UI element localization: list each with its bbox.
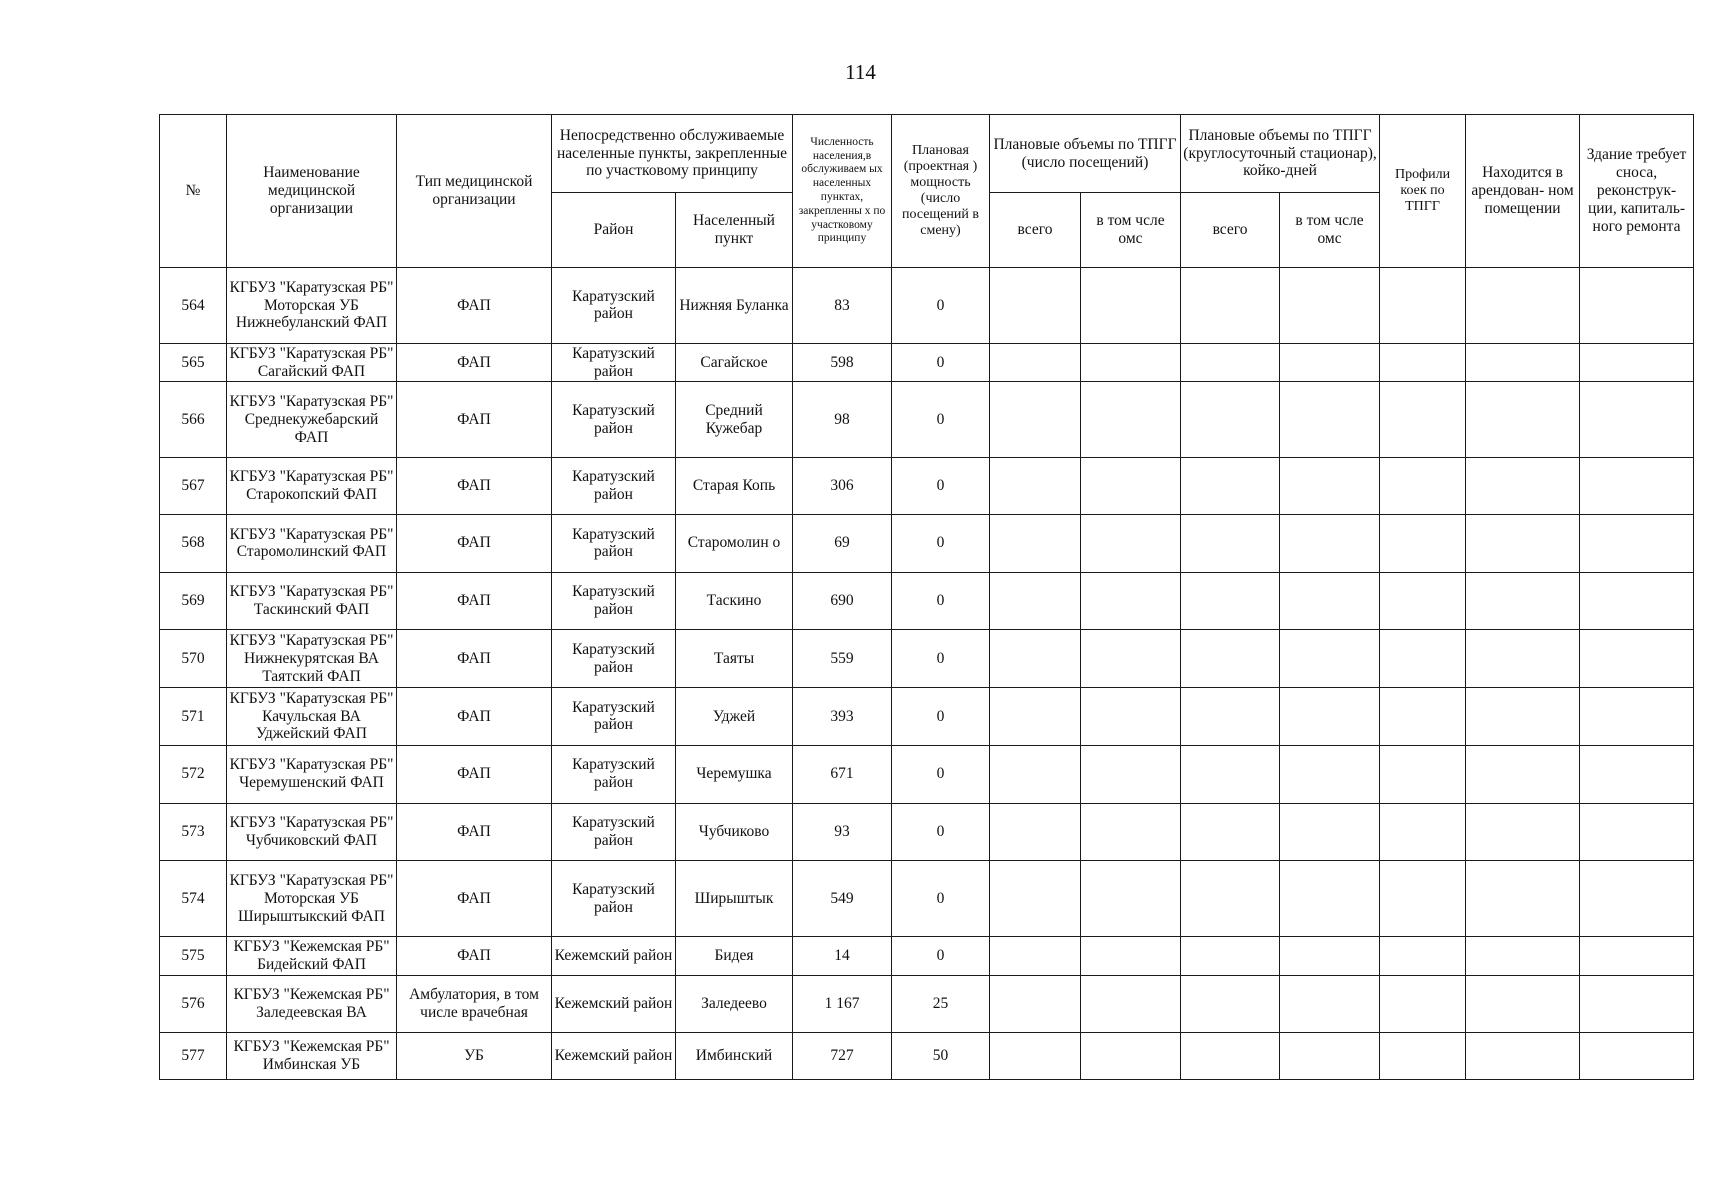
organization-name-cell: КГБУЗ "Каратузская РБ" Среднекужебарский ФАП — [227, 382, 397, 458]
header-visits: Плановые объемы по ТПГГ (число посещений) — [990, 115, 1181, 193]
district-cell: Каратузский район — [552, 745, 676, 803]
inpatient-total-cell — [1181, 803, 1280, 861]
bed-profiles-cell — [1380, 803, 1466, 861]
population-cell: 83 — [793, 268, 892, 344]
visits-oms-cell — [1081, 803, 1181, 861]
table-row — [160, 745, 1694, 803]
rented-cell — [1466, 343, 1580, 381]
district-cell: Кежемский район — [552, 937, 676, 975]
bed-profiles-cell — [1380, 688, 1466, 746]
visits-oms-cell — [1081, 688, 1181, 746]
header-visits-oms: в том чсле омс — [1081, 193, 1181, 268]
organization-type-cell: ФАП — [397, 745, 552, 803]
inpatient-total-cell — [1181, 975, 1280, 1033]
rented-cell — [1466, 688, 1580, 746]
population-cell: 727 — [793, 1033, 892, 1080]
row-number-cell: 564 — [160, 268, 227, 344]
organization-type-cell: ФАП — [397, 382, 552, 458]
settlement-cell: Старомолин о — [676, 515, 793, 573]
planned-capacity-cell: 0 — [892, 515, 990, 573]
bed-profiles-cell — [1380, 268, 1466, 344]
visits-total-cell — [990, 688, 1081, 746]
table-row — [160, 382, 1694, 458]
page-number: 114 — [845, 60, 876, 84]
visits-total-cell — [990, 515, 1081, 573]
planned-capacity-cell: 0 — [892, 803, 990, 861]
demolition-cell — [1580, 803, 1694, 861]
organization-name-cell: КГБУЗ "Каратузская РБ" Старомолинский ФАП — [227, 515, 397, 573]
settlement-cell: Ширыштык — [676, 861, 793, 937]
demolition-cell — [1580, 515, 1694, 573]
visits-oms-cell — [1081, 1033, 1181, 1080]
organization-name-cell: КГБУЗ "Каратузская РБ" Моторская УБ Ширыштыкский ФАП — [227, 861, 397, 937]
settlement-cell: Уджей — [676, 688, 793, 746]
population-cell: 690 — [793, 572, 892, 630]
planned-capacity-cell: 0 — [892, 688, 990, 746]
planned-capacity-cell: 0 — [892, 458, 990, 515]
table-row — [160, 1033, 1694, 1080]
table-row — [160, 458, 1694, 515]
inpatient-oms-cell — [1280, 975, 1380, 1033]
planned-capacity-cell: 0 — [892, 937, 990, 975]
organization-type-cell: ФАП — [397, 515, 552, 573]
bed-profiles-cell — [1380, 975, 1466, 1033]
planned-capacity-cell: 25 — [892, 975, 990, 1033]
visits-oms-cell — [1081, 515, 1181, 573]
organization-name-cell: КГБУЗ "Каратузская РБ" Моторская УБ Нижнебуланский ФАП — [227, 268, 397, 344]
organization-type-cell: Амбулатория, в том числе врачебная — [397, 975, 552, 1033]
header-demolition: Здание требует сноса, реконструк- ции, капиталь- ного ремонта — [1580, 115, 1694, 268]
district-cell: Каратузский район — [552, 688, 676, 746]
settlement-cell: Бидея — [676, 937, 793, 975]
visits-oms-cell — [1081, 630, 1181, 688]
rented-cell — [1466, 975, 1580, 1033]
inpatient-oms-cell — [1280, 343, 1380, 381]
inpatient-oms-cell — [1280, 1033, 1380, 1080]
organization-name-cell: КГБУЗ "Каратузская РБ" Нижнекурятская ВА Таятский ФАП — [227, 630, 397, 688]
inpatient-oms-cell — [1280, 458, 1380, 515]
organization-type-cell: ФАП — [397, 458, 552, 515]
table-row — [160, 803, 1694, 861]
bed-profiles-cell — [1380, 937, 1466, 975]
table-row — [160, 515, 1694, 573]
organization-name-cell: КГБУЗ "Кежемская РБ" Бидейский ФАП — [227, 937, 397, 975]
demolition-cell — [1580, 937, 1694, 975]
table-row — [160, 861, 1694, 937]
rented-cell — [1466, 458, 1580, 515]
header-inpatient-total: всего — [1181, 193, 1280, 268]
inpatient-total-cell — [1181, 515, 1280, 573]
row-number-cell: 576 — [160, 975, 227, 1033]
inpatient-oms-cell — [1280, 861, 1380, 937]
bed-profiles-cell — [1380, 382, 1466, 458]
organization-name-cell: КГБУЗ "Каратузская РБ" Старокопский ФАП — [227, 458, 397, 515]
bed-profiles-cell — [1380, 572, 1466, 630]
table-row — [160, 572, 1694, 630]
row-number-cell: 565 — [160, 343, 227, 381]
row-number-cell: 569 — [160, 572, 227, 630]
visits-oms-cell — [1081, 937, 1181, 975]
visits-oms-cell — [1081, 975, 1181, 1033]
planned-capacity-cell: 0 — [892, 630, 990, 688]
bed-profiles-cell — [1380, 515, 1466, 573]
settlement-cell: Таяты — [676, 630, 793, 688]
table-row — [160, 688, 1694, 746]
demolition-cell — [1580, 975, 1694, 1033]
header-type: Тип медицинской организации — [397, 115, 552, 268]
planned-capacity-cell: 0 — [892, 745, 990, 803]
demolition-cell — [1580, 1033, 1694, 1080]
settlement-cell: Нижняя Буланка — [676, 268, 793, 344]
inpatient-total-cell — [1181, 745, 1280, 803]
rented-cell — [1466, 382, 1580, 458]
organization-type-cell: ФАП — [397, 861, 552, 937]
header-served: Непосредственно обслуживаемые населенные пункты, закрепленные по участковому принципу — [552, 115, 793, 193]
row-number-cell: 573 — [160, 803, 227, 861]
visits-total-cell — [990, 382, 1081, 458]
visits-total-cell — [990, 572, 1081, 630]
population-cell: 598 — [793, 343, 892, 381]
bed-profiles-cell — [1380, 458, 1466, 515]
rented-cell — [1466, 745, 1580, 803]
rented-cell — [1466, 803, 1580, 861]
population-cell: 1 167 — [793, 975, 892, 1033]
demolition-cell — [1580, 268, 1694, 344]
bed-profiles-cell — [1380, 1033, 1466, 1080]
table-row — [160, 975, 1694, 1033]
inpatient-oms-cell — [1280, 630, 1380, 688]
row-number-cell: 574 — [160, 861, 227, 937]
district-cell: Каратузский район — [552, 458, 676, 515]
visits-total-cell — [990, 745, 1081, 803]
visits-total-cell — [990, 268, 1081, 344]
demolition-cell — [1580, 382, 1694, 458]
visits-oms-cell — [1081, 268, 1181, 344]
demolition-cell — [1580, 572, 1694, 630]
settlement-cell: Сагайское — [676, 343, 793, 381]
inpatient-oms-cell — [1280, 745, 1380, 803]
table-row — [160, 343, 1694, 381]
inpatient-total-cell — [1181, 937, 1280, 975]
visits-oms-cell — [1081, 745, 1181, 803]
organization-type-cell: ФАП — [397, 630, 552, 688]
organization-name-cell: КГБУЗ "Каратузская РБ" Чубчиковский ФАП — [227, 803, 397, 861]
inpatient-total-cell — [1181, 861, 1280, 937]
header-beds: Профили коек по ТПГГ — [1380, 115, 1466, 268]
table-row — [160, 268, 1694, 344]
population-cell: 93 — [793, 803, 892, 861]
demolition-cell — [1580, 630, 1694, 688]
planned-capacity-cell: 0 — [892, 572, 990, 630]
inpatient-total-cell — [1181, 268, 1280, 344]
table-body — [160, 268, 1694, 1080]
rented-cell — [1466, 572, 1580, 630]
visits-total-cell — [990, 1033, 1081, 1080]
bed-profiles-cell — [1380, 343, 1466, 381]
inpatient-total-cell — [1181, 630, 1280, 688]
row-number-cell: 566 — [160, 382, 227, 458]
rented-cell — [1466, 861, 1580, 937]
header-inpatient-oms: в том чсле омс — [1280, 193, 1380, 268]
district-cell: Каратузский район — [552, 382, 676, 458]
organization-name-cell: КГБУЗ "Каратузская РБ" Черемушенский ФАП — [227, 745, 397, 803]
visits-total-cell — [990, 630, 1081, 688]
district-cell: Каратузский район — [552, 515, 676, 573]
inpatient-oms-cell — [1280, 572, 1380, 630]
district-cell: Каратузский район — [552, 343, 676, 381]
header-name: Наименование медицинской организации — [227, 115, 397, 268]
settlement-cell: Средний Кужебар — [676, 382, 793, 458]
header-capacity: Плановая (проектная ) мощность (число посещений в смену) — [892, 115, 990, 268]
visits-oms-cell — [1081, 458, 1181, 515]
inpatient-total-cell — [1181, 343, 1280, 381]
table-header — [160, 115, 1694, 268]
settlement-cell: Черемушка — [676, 745, 793, 803]
row-number-cell: 570 — [160, 630, 227, 688]
organization-type-cell: ФАП — [397, 688, 552, 746]
population-cell: 549 — [793, 861, 892, 937]
planned-capacity-cell: 0 — [892, 343, 990, 381]
facilities-table — [159, 114, 1694, 1080]
organization-type-cell: ФАП — [397, 803, 552, 861]
organization-name-cell: КГБУЗ "Кежемская РБ" Заледеевская ВА — [227, 975, 397, 1033]
organization-type-cell: ФАП — [397, 572, 552, 630]
row-number-cell: 568 — [160, 515, 227, 573]
visits-oms-cell — [1081, 861, 1181, 937]
population-cell: 69 — [793, 515, 892, 573]
row-number-cell: 571 — [160, 688, 227, 746]
organization-type-cell: ФАП — [397, 268, 552, 344]
visits-total-cell — [990, 803, 1081, 861]
district-cell: Каратузский район — [552, 803, 676, 861]
settlement-cell: Старая Копь — [676, 458, 793, 515]
bed-profiles-cell — [1380, 745, 1466, 803]
settlement-cell: Имбинский — [676, 1033, 793, 1080]
district-cell: Каратузский район — [552, 861, 676, 937]
demolition-cell — [1580, 861, 1694, 937]
rented-cell — [1466, 515, 1580, 573]
table-row — [160, 630, 1694, 688]
district-cell: Каратузский район — [552, 630, 676, 688]
inpatient-total-cell — [1181, 572, 1280, 630]
table-row — [160, 937, 1694, 975]
header-population: Численность населения,в обслуживаем ых населенных пунктах, закрепленны х по участковому принципу — [793, 115, 892, 268]
population-cell: 14 — [793, 937, 892, 975]
visits-total-cell — [990, 861, 1081, 937]
population-cell: 559 — [793, 630, 892, 688]
visits-oms-cell — [1081, 382, 1181, 458]
row-number-cell: 567 — [160, 458, 227, 515]
demolition-cell — [1580, 745, 1694, 803]
inpatient-total-cell — [1181, 382, 1280, 458]
rented-cell — [1466, 937, 1580, 975]
planned-capacity-cell: 0 — [892, 382, 990, 458]
population-cell: 98 — [793, 382, 892, 458]
inpatient-oms-cell — [1280, 515, 1380, 573]
visits-total-cell — [990, 937, 1081, 975]
planned-capacity-cell: 0 — [892, 268, 990, 344]
settlement-cell: Заледеево — [676, 975, 793, 1033]
organization-name-cell: КГБУЗ "Каратузская РБ" Таскинский ФАП — [227, 572, 397, 630]
planned-capacity-cell: 50 — [892, 1033, 990, 1080]
visits-total-cell — [990, 975, 1081, 1033]
district-cell: Каратузский район — [552, 572, 676, 630]
header-no: № — [160, 115, 227, 268]
organization-type-cell: ФАП — [397, 343, 552, 381]
rented-cell — [1466, 268, 1580, 344]
header-district: Район — [552, 193, 676, 268]
inpatient-oms-cell — [1280, 937, 1380, 975]
header-settlement: Населенный пункт — [676, 193, 793, 268]
demolition-cell — [1580, 343, 1694, 381]
demolition-cell — [1580, 458, 1694, 515]
organization-name-cell: КГБУЗ "Каратузская РБ" Сагайский ФАП — [227, 343, 397, 381]
inpatient-total-cell — [1181, 688, 1280, 746]
visits-total-cell — [990, 343, 1081, 381]
visits-total-cell — [990, 458, 1081, 515]
inpatient-oms-cell — [1280, 268, 1380, 344]
inpatient-oms-cell — [1280, 688, 1380, 746]
row-number-cell: 575 — [160, 937, 227, 975]
header-visits-total: всего — [990, 193, 1081, 268]
row-number-cell: 572 — [160, 745, 227, 803]
district-cell: Каратузский район — [552, 268, 676, 344]
district-cell: Кежемский район — [552, 1033, 676, 1080]
demolition-cell — [1580, 688, 1694, 746]
inpatient-total-cell — [1181, 1033, 1280, 1080]
population-cell: 306 — [793, 458, 892, 515]
inpatient-oms-cell — [1280, 803, 1380, 861]
population-cell: 671 — [793, 745, 892, 803]
visits-oms-cell — [1081, 572, 1181, 630]
bed-profiles-cell — [1380, 630, 1466, 688]
organization-type-cell: УБ — [397, 1033, 552, 1080]
row-number-cell: 577 — [160, 1033, 227, 1080]
settlement-cell: Таскино — [676, 572, 793, 630]
rented-cell — [1466, 630, 1580, 688]
organization-name-cell: КГБУЗ "Каратузская РБ" Качульская ВА Уджейский ФАП — [227, 688, 397, 746]
inpatient-total-cell — [1181, 458, 1280, 515]
organization-name-cell: КГБУЗ "Кежемская РБ" Имбинская УБ — [227, 1033, 397, 1080]
planned-capacity-cell: 0 — [892, 861, 990, 937]
header-inpatient: Плановые объемы по ТПГГ (круглосуточный стационар), койко-дней — [1181, 115, 1380, 193]
visits-oms-cell — [1081, 343, 1181, 381]
header-rented: Находится в арендован- ном помещении — [1466, 115, 1580, 268]
population-cell: 393 — [793, 688, 892, 746]
organization-type-cell: ФАП — [397, 937, 552, 975]
rented-cell — [1466, 1033, 1580, 1080]
bed-profiles-cell — [1380, 861, 1466, 937]
district-cell: Кежемский район — [552, 975, 676, 1033]
settlement-cell: Чубчиково — [676, 803, 793, 861]
inpatient-oms-cell — [1280, 382, 1380, 458]
